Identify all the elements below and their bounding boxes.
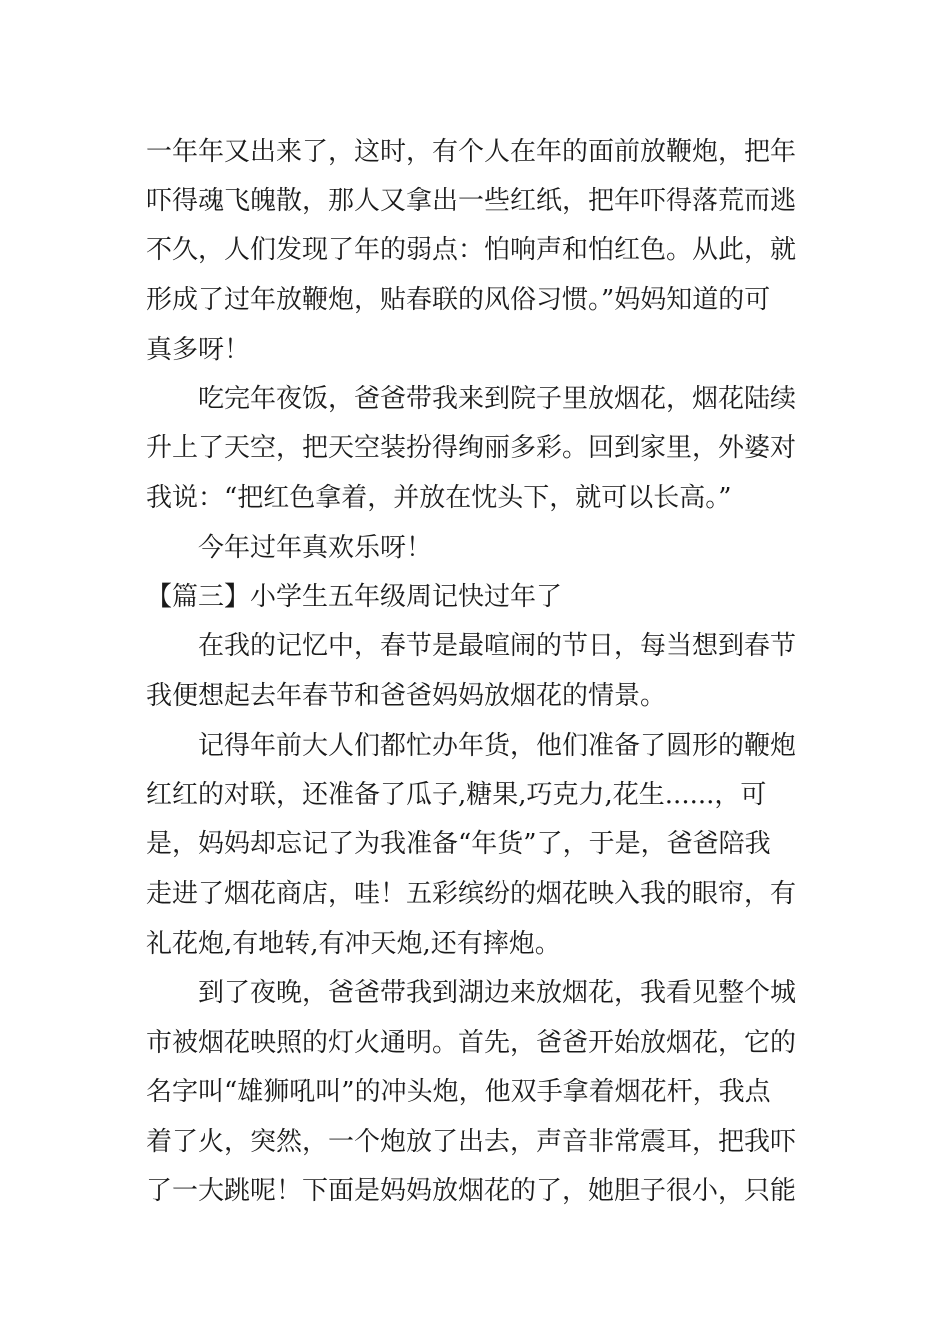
text-line: 吓得魂飞魄散，那人又拿出一些红纸，把年吓得落荒而逃	[146, 186, 797, 216]
text-line: 着了火，突然，一个炮放了出去，声音非常震耳，把我吓	[146, 1127, 797, 1157]
text-line: 不久，人们发现了年的弱点：怕响声和怕红色。从此，就	[146, 235, 797, 265]
text-line: 在我的记忆中，春节是最喧闹的节日，每当想到春节	[198, 631, 797, 661]
text-line: 升上了天空，把天空装扮得绚丽多彩。回到家里，外婆对	[146, 433, 797, 463]
text-line: 我说：“把红色拿着，并放在忱头下，就可以长高。”	[146, 483, 732, 513]
text-line: 真多呀！	[146, 335, 251, 365]
section-heading: 【篇三】小学生五年级周记快过年了	[146, 582, 563, 612]
text-line: 了一大跳呢！下面是妈妈放烟花的了，她胆子很小，只能	[146, 1176, 797, 1206]
text-line: 今年过年真欢乐呀！	[198, 533, 433, 563]
text-line: 红红的对联，还准备了瓜子,糖果,巧克力,花生......，可	[146, 780, 767, 810]
text-line: 我便想起去年春节和爸爸妈妈放烟花的情景。	[146, 681, 667, 711]
text-line: 是，妈妈却忘记了为我准备“年货”了，于是，爸爸陪我	[146, 829, 771, 859]
text-line: 一年年又出来了，这时，有个人在年的面前放鞭炮，把年	[146, 137, 797, 167]
text-line: 走进了烟花商店，哇！五彩缤纷的烟花映入我的眼帘，有	[146, 879, 797, 909]
text-line: 市被烟花映照的灯火通明。首先，爸爸开始放烟花，它的	[146, 1028, 797, 1058]
text-line: 名字叫“雄狮吼叫”的冲头炮，他双手拿着烟花杆，我点	[146, 1077, 771, 1107]
text-line: 到了夜晚，爸爸带我到湖边来放烟花，我看见整个城	[198, 978, 797, 1008]
text-line: 礼花炮,有地转,有冲天炮,还有摔炮。	[146, 929, 561, 959]
text-line: 吃完年夜饭，爸爸带我来到院子里放烟花，烟花陆续	[198, 384, 797, 414]
text-line: 记得年前大人们都忙办年货，他们准备了圆形的鞭炮	[198, 731, 797, 761]
text-line: 形成了过年放鞭炮，贴春联的风俗习惯。”妈妈知道的可	[146, 285, 771, 315]
